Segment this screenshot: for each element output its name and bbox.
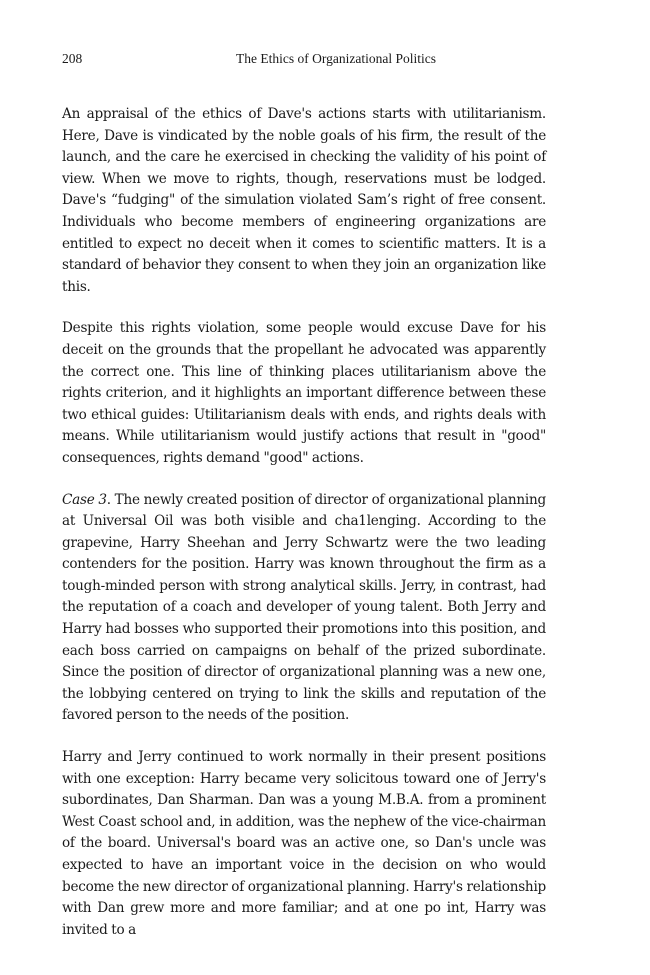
- page-number: 208: [62, 51, 83, 66]
- case-3-text: . The newly created position of director of organizational planning at Universal Oil was both visible and cha1lenging. According to the grapevine, Harry Sheehan and Jerry Schwartz were the two leading contenders for the position. Harry was known throughout the firm as a tough-minded person with strong analytical skills. Jerry, in contrast, had the reputation of a coach and developer of young talent. Both Jerry and Harry had bosses who supported their promotions into this position, and each boss carried on campaigns on behalf of the prized subordinate. Since the position of director of organizational planning was a new one, the lobbying centered on trying to link the skills and reputation of the favored person to the needs of the position.: [62, 491, 546, 724]
- paragraph-rights-violation: Despite this rights violation, some people would excuse Dave for his deceit on the grounds that the propellant he advocated was apparently the correct one. This line of thinking places utilitarianism above the rights criterion, and it highlights an important difference between these two ethical guides: Utilitarianism deals with ends, and rights deals with means. While utilitarianism would justify actions that result in "good" consequences, rights demand "good" actions.: [62, 320, 546, 466]
- case-label: Case 3: [62, 491, 107, 508]
- body-text: [62, 104, 546, 961]
- paragraph-utilitarianism-appraisal: An appraisal of the ethics of Dave's actions starts with utilitarianism. Here, Dave is vindicated by the noble goals of his firm, the result of the launch, and the care he exercised in checking the validity of his point of view. When we move to rights, though, reservations must be lodged. Dave's “fudging" of the simulation violated Sam’s right of free consent. Individuals who become members of engineering organizations are entitled to expect no deceit when it comes to scientific matters. It is a standard of behavior they consent to when they join an organization like this.: [62, 106, 546, 295]
- paragraph-harry-and-jerry: Harry and Jerry continued to work normally in their present positions with one exception: Harry became very solicitous toward one of Jerry's subordinates, Dan Sharman. Dan was a young M.B.A. from a prominent West Coast school and, in addition, was the nephew of the vice-chairman of the board. Universal's board was an active one, so Dan's uncle was expected to have an important voice in the decision on who would become the new director of organizational planning. Harry's relationship with Dan grew more and more familiar; and at one po int, Harry was invited to a: [62, 749, 546, 938]
- paragraph-case-3: [62, 490, 546, 728]
- running-title: The Ethics of Organizational Politics: [236, 51, 436, 66]
- page-header: [62, 51, 602, 71]
